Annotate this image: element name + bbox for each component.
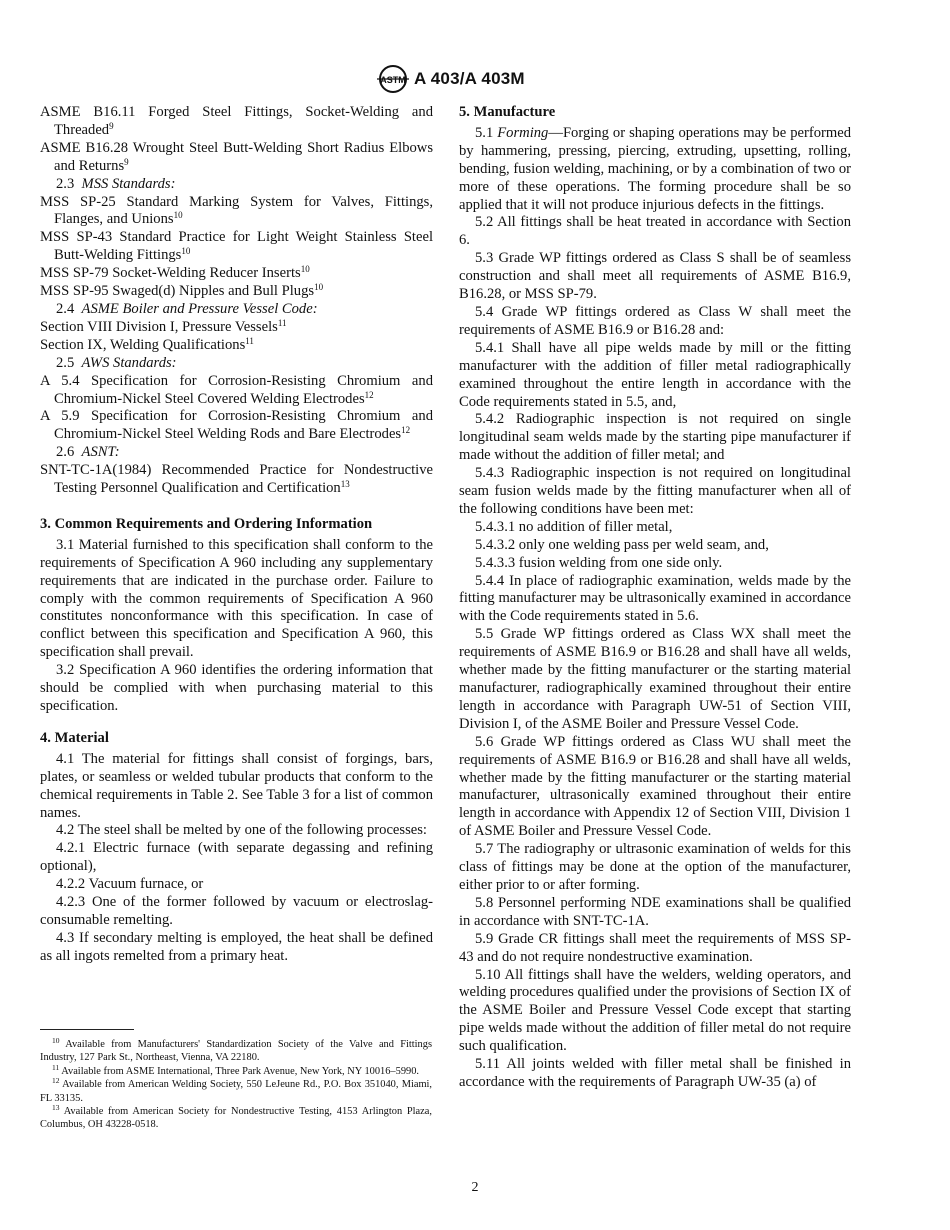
footnote-ref: 10: [300, 264, 310, 275]
reference-item: SNT-TC-1A(1984) Recommended Practice for Nondestructive Testing Personnel Qualification and Certification$^{13}$: [40, 462, 433, 497]
paragraph-item: 5.4.4 In place of radiographic examination, welds made by the fitting manufacturer may be ultrasonically examined in accordance with the Code requirements stated in 5.6.: [459, 572, 851, 625]
footnote-ref: 10: [181, 246, 191, 257]
reference-item: MSS SP-95 Swaged(d) Nipples and Bull Plugs$^{10}$: [40, 282, 324, 300]
paragraph-3-1: 3.1 Material furnished to this specification shall conform to the requirements of Specification A 960 including any supplementary requirements that are indicated in the purchase order. Failure to comply with the common requirements of Specification A 960 constitutes nonconformance with this specification. In case of conflict between this specification and Specification A 960, this specification shall prevail.: [40, 536, 433, 661]
paragraph-item: 5.4.1 Shall have all pipe welds made by mill or the fitting manufacturer with the addition of filler metal radiographically examined throughout the entire length in accordance with the Code requirements stated in 5.5, and,: [459, 339, 851, 410]
paragraph-4-3: 4.3 If secondary melting is employed, the heat shall be defined as all ingots remelted from a primary heat.: [40, 929, 433, 964]
paragraph-4-1: 4.1 The material for fittings shall consist of forgings, bars, plates, or seamless or welded tubular products that conform to the chemical requirements in Table 2. See Table 3 for a list of common names.: [40, 750, 433, 821]
paragraph-item: 5.4.3.1 no addition of filler metal,: [475, 518, 673, 535]
right-column: [459, 104, 851, 1092]
paragraph-4-2-3: 4.2.3 One of the former followed by vacuum or electroslag-consumable remelting.: [40, 894, 433, 928]
standard-designation: A 403/A 403M: [414, 69, 525, 88]
section-4-heading: 4. Material: [40, 729, 109, 746]
paragraph-5-1: 5.1 Forming—Forging or shaping operations may be performed by hammering, pressing, piercing, extruding, upsetting, rolling, bending, fusion welding, machining, or by a combination of two or more of these operations. The forming procedure shall be so applied that it will not produce injurious defects in the fittings.: [459, 124, 851, 213]
paragraph-item: 5.4 Grade WP fittings ordered as Class W shall meet the requirements of ASME B16.9 or B16.28 and:: [459, 303, 851, 338]
reference-item: A 5.9 Specification for Corrosion-Resisting Chromium and Chromium-Nickel Steel Welding Rods and Bare Electrodes$^{12}$: [40, 408, 433, 443]
section-3-heading: 3. Common Requirements and Ordering Information: [40, 515, 373, 532]
footnote-ref: 11: [277, 317, 287, 328]
footnote-ref: 12: [364, 389, 374, 400]
paragraph-item: 5.9 Grade CR fittings shall meet the requirements of MSS SP-43 and do not require nondestructive examination.: [459, 930, 851, 965]
footnote-ref: 10: [314, 282, 324, 293]
paragraph-item: 5.2 All fittings shall be heat treated in accordance with Section 6.: [459, 214, 851, 249]
section-2-4: 2.4 ASME Boiler and Pressure Vessel Code:: [56, 300, 318, 317]
paragraph-3-2: 3.2 Specification A 960 identifies the ordering information that should be complied with when purchasing material to this specification.: [40, 662, 433, 714]
paragraph-item: 5.6 Grade WP fittings ordered as Class WU shall meet the requirements of ASME B16.9 or B16.28 and shall have all welds, whether made by the fitting manufacturer or the starting material manufacturer, ultrasonically examined throughout their entire length in accordance with Appendix 12 of Section VIII, Division 1 of ASME Boiler and Pressure Vessel Code.: [459, 733, 851, 840]
section-2-3: 2.3 MSS Standards:: [56, 175, 176, 192]
paragraph-item: 5.5 Grade WP fittings ordered as Class WX shall meet the requirements of ASME B16.9 or B16.28 and shall have all welds, whether made by the fitting manufacturer or the starting material manufacturer, radiographically examined throughout their entire length in accordance with Paragraph UW-51 of Section VIII, Division I, of the ASME Boiler and Pressure Vessel Code.: [459, 626, 851, 732]
footnote-divider: [40, 1029, 134, 1030]
reference-item: MSS SP-43 Standard Practice for Light Weight Stainless Steel Butt-Welding Fittings$^{10}$: [40, 229, 433, 264]
page-number: 2: [471, 1180, 479, 1195]
paragraph-item: 5.7 The radiography or ultrasonic examination of welds for this class of fittings may be done at the option of the manufacturer, either prior to or after forming.: [459, 841, 851, 893]
paragraph-item: 5.3 Grade WP fittings ordered as Class S shall be of seamless construction and shall meet all requirements of ASME B16.9, B16.28, or MSS SP-79.: [459, 250, 851, 303]
footnote-ref: 12: [401, 425, 411, 436]
footnote-ref: 11: [245, 335, 254, 346]
footnotes: [40, 1038, 432, 1132]
footnote-ref: 9: [124, 156, 129, 167]
reference-item: Section VIII Division I, Pressure Vessels$^{11}$: [40, 317, 287, 335]
reference-item: ASME B16.11 Forged Steel Fittings, Socket-Welding and Threaded$^9$: [40, 104, 433, 138]
paragraph-4-2-2: 4.2.2 Vacuum furnace, or: [56, 876, 204, 893]
footnote-ref: 9: [109, 120, 114, 131]
page-header: [0, 64, 950, 94]
reference-item: ASME B16.28 Wrought Steel Butt-Welding Short Radius Elbows and Returns$^9$: [40, 139, 433, 174]
paragraph-item: 5.10 All fittings shall have the welders, welding operators, and welding procedures qualified under the provisions of Section IX of the ASME Boiler and Pressure Vessel Code except that starting pipe welds made without the addition of filler metal do not require such qualification.: [459, 966, 851, 1055]
paragraph-item: 5.8 Personnel performing NDE examinations shall be qualified in accordance with SNT-TC-1A.: [459, 894, 851, 929]
astm-logo-text: ASTM: [380, 75, 406, 85]
section-5-heading: 5. Manufacture: [459, 104, 556, 120]
paragraph-4-2-1: 4.2.1 Electric furnace (with separate degassing and refining optional),: [40, 840, 433, 875]
reference-item: MSS SP-79 Socket-Welding Reducer Inserts$^{10}$: [40, 264, 310, 282]
paragraph-item: 5.4.2 Radiographic inspection is not required on single longitudinal seam welds made by the starting pipe manufacturer if made without the addition of filler metal; and: [459, 411, 851, 464]
section-2-5: 2.5 AWS Standards:: [56, 354, 177, 371]
footnote-item: $^{10}$ Available from Manufacturers' Standardization Society of the Valve and Fittings Industry, 127 Park St., Northeast, Vienna, VA 22180.: [40, 1036, 432, 1064]
paragraph-4-2: 4.2 The steel shall be melted by one of the following processes:: [56, 822, 427, 839]
paragraph-item: 5.4.3.3 fusion welding from one side only.: [475, 554, 723, 571]
footnote-item: $^{13}$ Available from American Society for Nondestructive Testing, 4153 Arlington Plaza, Columbus, OH 43228-0518.: [40, 1103, 432, 1131]
section-2-6: 2.6 ASNT:: [56, 444, 120, 461]
footnote-item: $^{12}$ Available from American Welding Society, 550 LeJeune Rd., P.O. Box 351040, Miami, FL 33135.: [40, 1076, 433, 1104]
paragraph-item: 5.11 All joints welded with filler metal shall be finished in accordance with the requirements of Paragraph UW-35 (a) of: [459, 1056, 851, 1090]
footnote-ref: 13: [340, 479, 350, 490]
reference-item: MSS SP-25 Standard Marking System for Valves, Fittings, Flanges, and Unions$^{10}$: [40, 193, 433, 228]
reference-item: A 5.4 Specification for Corrosion-Resisting Chromium and Chromium-Nickel Steel Covered Welding Electrodes$^{12}$: [40, 372, 433, 407]
footnote-ref: 10: [173, 210, 183, 221]
paragraph-item: 5.4.3.2 only one welding pass per weld seam, and,: [475, 536, 769, 553]
footnote-item: $^{11}$ Available from ASME International, Three Park Avenue, New York, NY 10016–5990.: [52, 1062, 420, 1077]
left-column: [40, 104, 433, 966]
paragraph-item: 5.4.3 Radiographic inspection is not required on longitudinal seam fusion welds made by the fitting manufacturer when all of the following conditions have been met:: [459, 465, 851, 517]
reference-item: Section IX, Welding Qualifications$^{11}$: [40, 335, 254, 353]
astm-logo-icon: [373, 64, 413, 94]
